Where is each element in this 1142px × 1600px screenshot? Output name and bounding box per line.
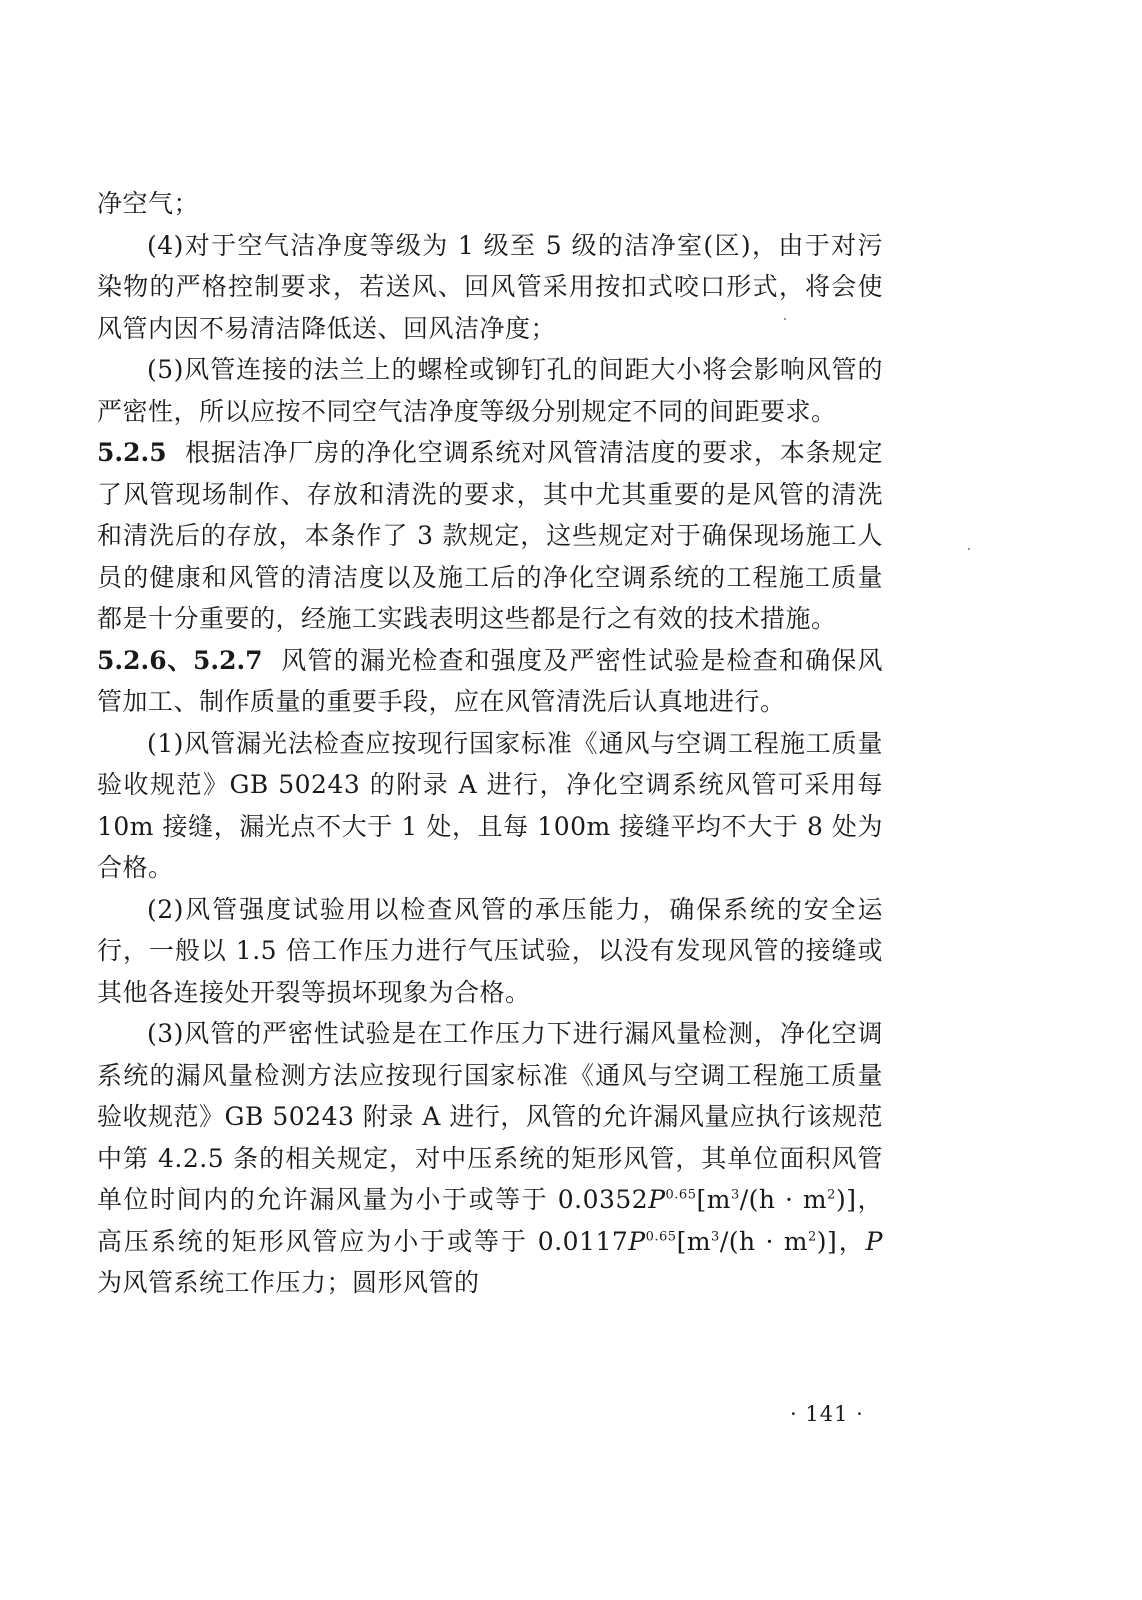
paragraph-continuation: 净空气； xyxy=(97,189,200,218)
section-5-2-5 xyxy=(97,432,883,640)
section-number: 5.2.5 xyxy=(97,438,167,467)
section-number: 5.2.6、5.2.7 xyxy=(97,645,263,675)
scan-speck xyxy=(968,548,970,550)
formula-unit-exponent: 2 xyxy=(827,1187,836,1203)
formula-tail-text: 为风管系统工作压力；圆形风管的 xyxy=(97,1268,480,1297)
formula-mid-text: ，高压系统的矩形风管应为小于或等于 xyxy=(97,1185,883,1256)
section-text: 风管的漏光检查和强度及严密性试验是检查和确保风管加工、制作质量的重要手段，应在风管清洗后认真地进行。 xyxy=(97,645,883,716)
formula-exponent: 0.65 xyxy=(665,1187,697,1203)
formula-exponent: 0.65 xyxy=(645,1229,677,1245)
formula-unit-exponent: 2 xyxy=(808,1229,817,1245)
paragraph-item-1: (1)风管漏光法检查应按现行国家标准《通风与空调工程施工质量验收规范》GB 50243 的附录 A 进行，净化空调系统风管可采用每 10m 接缝，漏光点不大于 1 处，且每 100m 接缝平均不大于 8 处为合格。 xyxy=(97,728,883,882)
formula-intro: (3)风管的严密性试验是在工作压力下进行漏风量检测，净化空调系统的漏风量检测方法应按现行国家标准《通风与空调工程施工质量验收规范》GB 50243 附录 A 进行，风管的允许漏风量应执行该规范中第 4.2.5 条的相关规定，对中压系统的矩形风管，其单位面积风管单位时间内的允许漏风量为小于或等于 xyxy=(97,1019,883,1214)
formula-variable: P xyxy=(628,1226,646,1256)
section-5-2-6-5-2-7 xyxy=(97,640,883,723)
paragraph-item-5: (5)风管连接的法兰上的螺栓或铆钉孔的间距大小将会影响风管的严密性，所以应按不同空气洁净度等级分别规定不同的间距要求。 xyxy=(97,355,883,426)
formula-unit-exponent: 3 xyxy=(730,1187,740,1203)
paragraph-item-2: (2)风管强度试验用以检查风管的承压能力，确保系统的安全运行，一般以 1.5 倍工作压力进行气压试验，以没有发现风管的接缝或其他各连接处开裂等损坏现象为合格。 xyxy=(97,894,883,1007)
section-text: 根据洁净厂房的净化空调系统对风管清洁度的要求，本条规定了风管现场制作、存放和清洗的要求，其中尤其重要的是风管的清洗和清洗后的存放，本条作了 3 款规定，这些规定对于确保现场施工人员的健康和风管的清洁度以及施工后的净化空调系统的工程施工质量都是十分重要的，经施工实践表明这些都是行之有效的技术措施。 xyxy=(97,438,883,633)
formula-unit-mid: /(h · m xyxy=(739,1185,828,1214)
formula-unit-mid: /(h · m xyxy=(719,1226,808,1256)
scan-speck xyxy=(784,318,786,320)
page-number: · 141 · xyxy=(790,1402,864,1426)
formula-unit-exponent: 3 xyxy=(711,1229,720,1245)
formula-unit-close: )] xyxy=(816,1226,838,1256)
formula-coefficient-high: 0.0117 xyxy=(537,1226,629,1256)
formula-coefficient-medium: 0.0352 xyxy=(557,1185,649,1214)
formula-unit-close: )] xyxy=(835,1185,857,1214)
paragraph-item-4: (4)对于空气洁净度等级为 1 级至 5 级的洁净室(区)，由于对污染物的严格控制要求，若送风、回风管采用按扣式咬口形式，将会使风管内因不易清洁降低送、回风洁净度； xyxy=(97,230,883,343)
body-text xyxy=(97,183,883,1304)
formula-unit-open: [m xyxy=(676,1226,712,1256)
paragraph-item-3 xyxy=(97,1013,883,1304)
formula-unit-open: [m xyxy=(696,1185,731,1214)
formula-variable: P xyxy=(648,1185,666,1214)
formula-tail-variable: P xyxy=(865,1226,883,1256)
formula-tail-separator: ， xyxy=(837,1226,866,1256)
